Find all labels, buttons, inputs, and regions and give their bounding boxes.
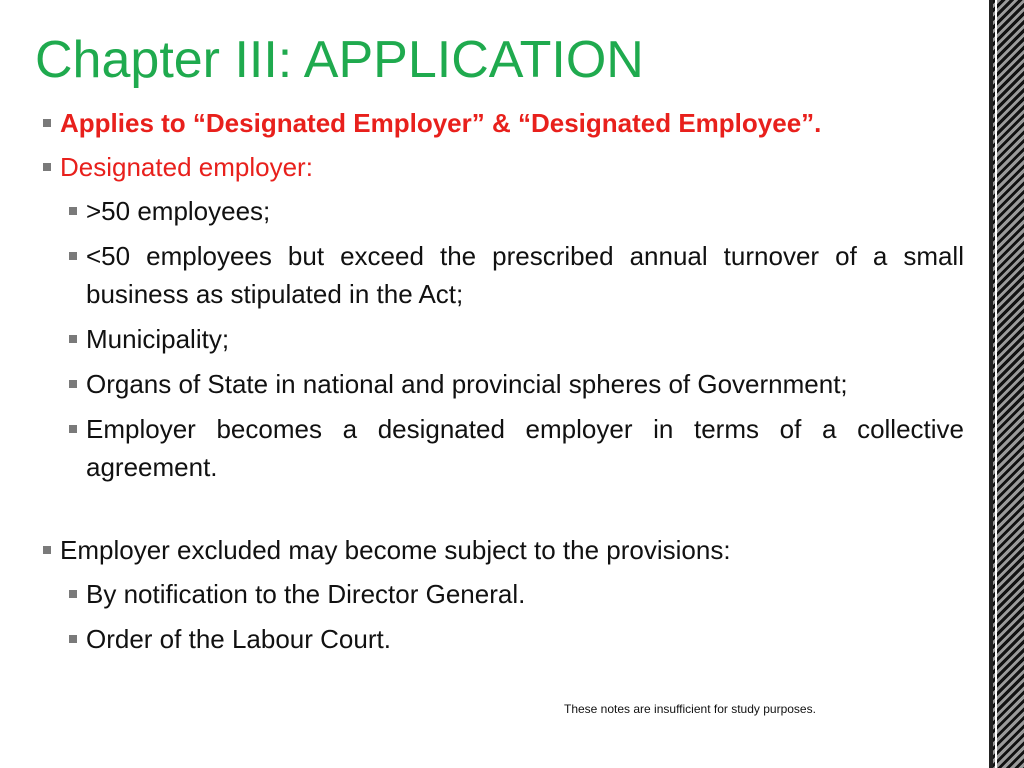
square-bullet-icon [69,590,77,598]
sub-bullet-labour-court [68,620,964,658]
bullet-designated-employer [42,148,964,186]
footnote: These notes are insufficient for study purposes. [564,702,816,716]
square-bullet-icon [43,546,51,554]
sub-bullet-organs-of-state [68,365,964,403]
bullet-text: <50 employees but exceed the prescribed annual turnover of a small business as stipulated in the Act; [86,241,964,309]
square-bullet-icon [69,425,77,433]
bullet-text: >50 employees; [86,196,271,226]
square-bullet-icon [43,119,51,127]
square-bullet-icon [43,163,51,171]
bullet-text: Municipality; [86,324,230,354]
border-divider [995,0,997,768]
square-bullet-icon [69,635,77,643]
sub-bullet-under-50 [68,237,964,313]
bullet-text: Organs of State in national and provincial spheres of Government; [86,369,848,399]
sub-bullet-collective-agreement [68,410,964,486]
bullet-text: By notification to the Director General. [86,579,526,609]
spacer [42,493,964,531]
bullet-text: Applies to “Designated Employer” & “Designated Employee”. [60,108,822,138]
bullet-excluded [42,531,964,569]
square-bullet-icon [69,252,77,260]
square-bullet-icon [69,380,77,388]
sub-bullet-over-50 [68,192,964,230]
bullet-text: Employer becomes a designated employer in terms of a collective agreement. [86,414,964,482]
square-bullet-icon [69,335,77,343]
slide-title: Chapter III: APPLICATION [35,31,644,89]
bullet-applies [42,104,964,142]
bullet-text: Designated employer: [60,152,313,182]
sub-bullet-municipality [68,320,964,358]
bullet-list [42,104,964,665]
square-bullet-icon [69,207,77,215]
sub-bullet-notification [68,575,964,613]
bullet-text: Employer excluded may become subject to the provisions: [60,535,731,565]
bullet-text: Order of the Labour Court. [86,624,391,654]
